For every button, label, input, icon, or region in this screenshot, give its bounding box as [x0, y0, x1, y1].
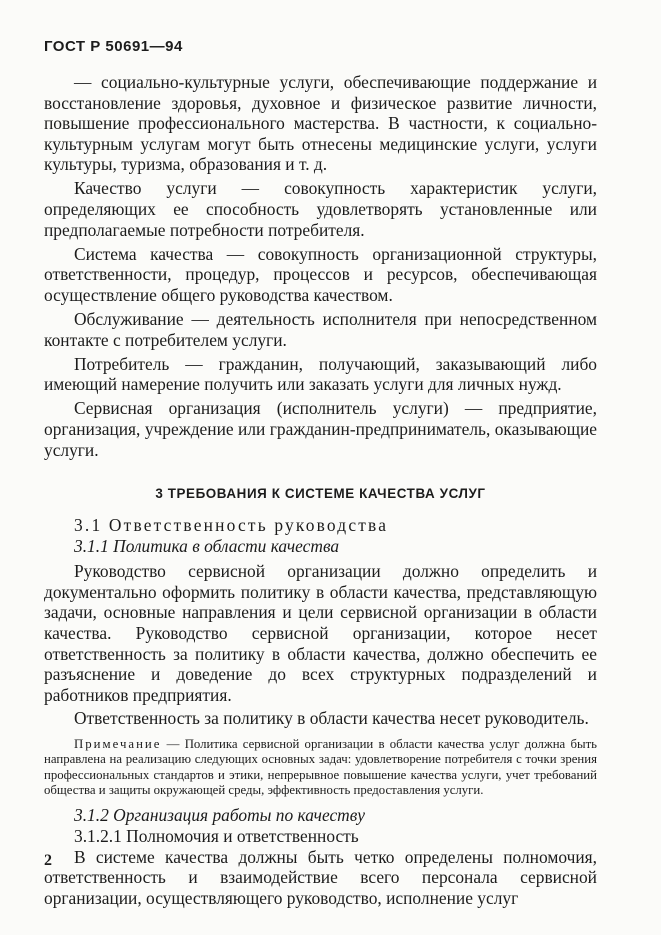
definition-service-organization: Сервисная организация (исполнитель услуги) — предприятие, организация, учреждение или гражданин-предприниматель, оказывающие услуги. [44, 398, 597, 460]
definition-servicing: Обслуживание — деятельность исполнителя при непосредственном контакте с потребителем услуги. [44, 309, 597, 350]
note-text: — Политика сервисной организации в области качества услуг должна быть направлена на реализацию следующих основных задач: удовлетворение потребителя с точки зрения профессиональных стандартов и этики, непрерывное повышение качества услуги, учет требований общества и защиты окружающей среды, эффективность предоставления услуги. [44, 736, 597, 798]
definition-social-cultural: — социально-культурные услуги, обеспечивающие поддержание и восстановление здоровья, духовное и физическое развитие личности, повышение профессионального мастерства. В частности, к социально-культурным услугам могут быть отнесены медицинские услуги, услуги культуры, туризма, образования и т. д. [44, 72, 597, 175]
paragraph-authority: В системе качества должны быть четко определены полномочия, ответственность и взаимодействие всего персонала сервисной организации, осуществляющего руководство, исполнение услуг [44, 846, 597, 908]
paragraph-quality-policy: Руководство сервисной организации должно определить и документально оформить политику в области качества, представляющую задачи, основные направления и цели сервисной организации в области качества. Руководство сервисной организации, которое несет ответственность за политику в области качества, должно обеспечить ее разъяснение и доведение до всех структурных подразделений и работников предприятия. [44, 561, 597, 705]
subsection-3-1-1: 3.1.1 Политика в области качества [74, 536, 340, 557]
definition-consumer: Потребитель — гражданин, получающий, заказывающий либо имеющий намерение получить или заказать услуги для личных нужд. [44, 353, 597, 395]
subsection-3-1-2: 3.1.2 Организация работы по качеству [74, 804, 366, 825]
document-body [44, 72, 597, 908]
definition-quality-system: Система качества — совокупность организационной структуры, ответственности, процедур, процессов и ресурсов, обеспечивающая осуществление общего руководства качеством. [44, 243, 597, 305]
definitions-block [44, 72, 597, 460]
paragraph-policy-responsibility: Ответственность за политику в области качества несет руководитель. [74, 708, 589, 729]
note-label: Примечание [74, 736, 162, 751]
section-heading: 3 ТРЕБОВАНИЯ К СИСТЕМЕ КАЧЕСТВА УСЛУГ [155, 486, 486, 502]
definition-service-quality: Качество услуги — совокупность характеристик услуги, определяющих ее способность удовлетворять установленные или предполагаемые потребности потребителя. [44, 178, 597, 240]
subsection-3-1-2-1: 3.1.2.1 Полномочия и ответственность [74, 825, 359, 846]
note-block [44, 737, 597, 799]
standard-header: ГОСТ Р 50691—94 [44, 38, 183, 55]
page-number: 2 [44, 852, 52, 869]
subsection-3-1: 3.1 Ответственность руководства [74, 515, 389, 536]
